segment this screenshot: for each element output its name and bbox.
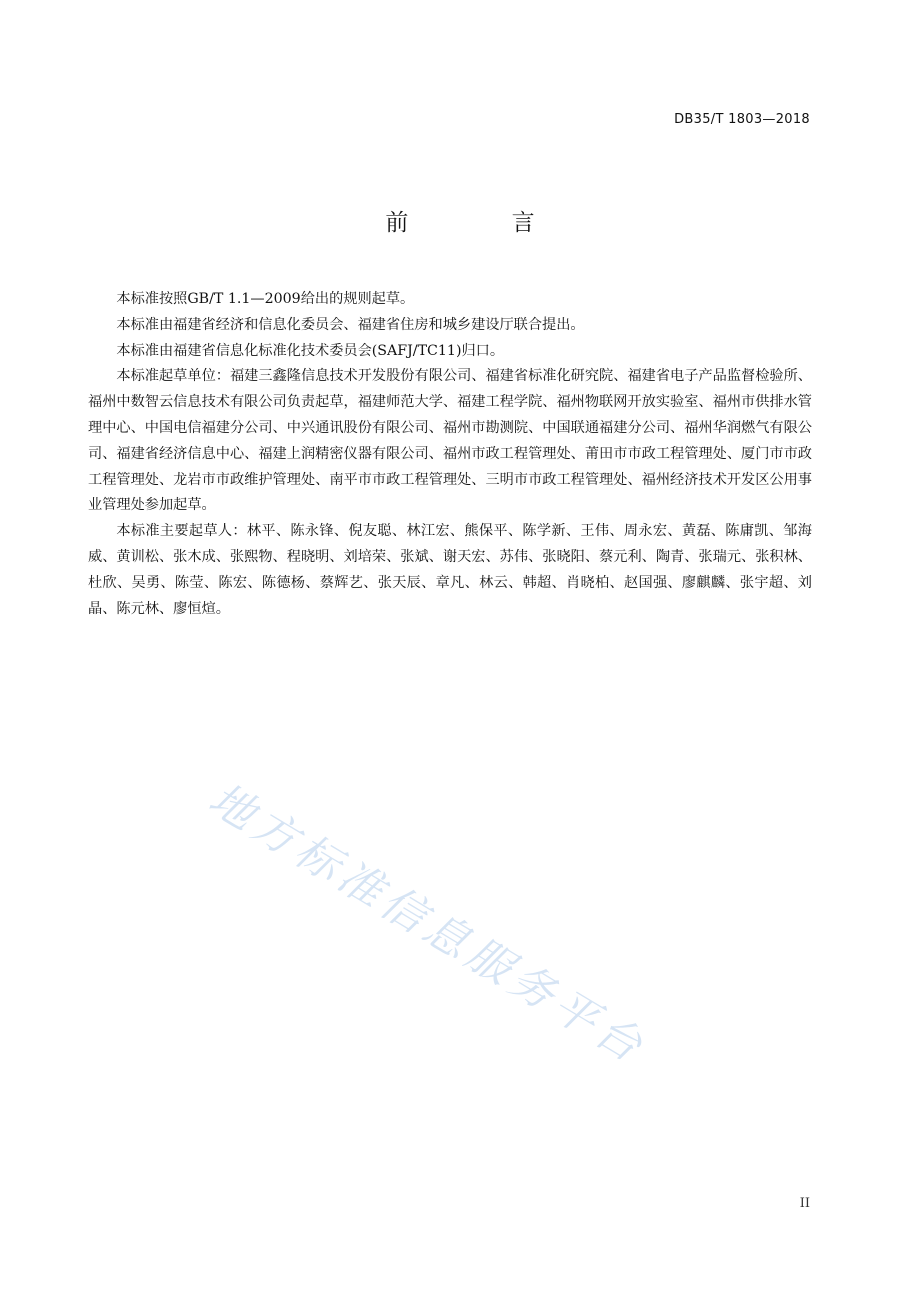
paragraph-proposer: 本标准由福建省经济和信息化委员会、福建省住房和城乡建设厅联合提出。 xyxy=(116,316,585,333)
document-code: DB35/T 1803—2018 xyxy=(674,112,810,127)
paragraph-drafting-rules: 本标准按照GB/T 1.1—2009给出的规则起草。 xyxy=(116,291,415,307)
paragraph-drafting-units: 本标准起草单位：福建三鑫隆信息技术开发股份有限公司、福建省标准化研究院、福建省电子产品监督检验所、福州中数智云信息技术有限公司负责起草，福建师范大学、福建工程学院、福州物联网开放实验室、福州市供排水管理中心、中国电信福建分公司、中兴通讯股份有限公司、福州市勘测院、中国联通福建分公司、福州华润燃气有限公司、福建省经济信息中心、福建上润精密仪器有限公司、福州市政工程管理处、莆田市市政工程管理处、厦门市市政工程管理处、龙岩市市政维护管理处、南平市市政工程管理处、三明市市政工程管理处、福州经济技术开发区公用事业管理处参加起草。 xyxy=(88,368,812,514)
paragraph-main-drafters: 本标准主要起草人：林平、陈永锋、倪友聪、林江宏、熊保平、陈学新、王伟、周永宏、黄磊、陈庸凯、邹海威、黄训松、张木成、张熙物、程晓明、刘培荣、张斌、谢天宏、苏伟、张晓阳、蔡元利、陶青、张瑞元、张积林、杜欣、吴勇、陈莹、陈宏、陈德杨、蔡辉艺、张天辰、章凡、林云、韩超、肖晓柏、赵国强、廖麒麟、张宇超、刘晶、陈元林、廖恒煊。 xyxy=(88,523,812,617)
paragraph-centralized-unit: 本标准由福建省信息化标准化技术委员会(SAFJ/TC11)归口。 xyxy=(116,342,505,359)
foreword-body xyxy=(88,287,812,622)
watermark: 地方标准信息服务平台 xyxy=(200,773,655,1075)
page-title: 前 言 xyxy=(385,210,583,236)
page-number: II xyxy=(799,1196,810,1211)
